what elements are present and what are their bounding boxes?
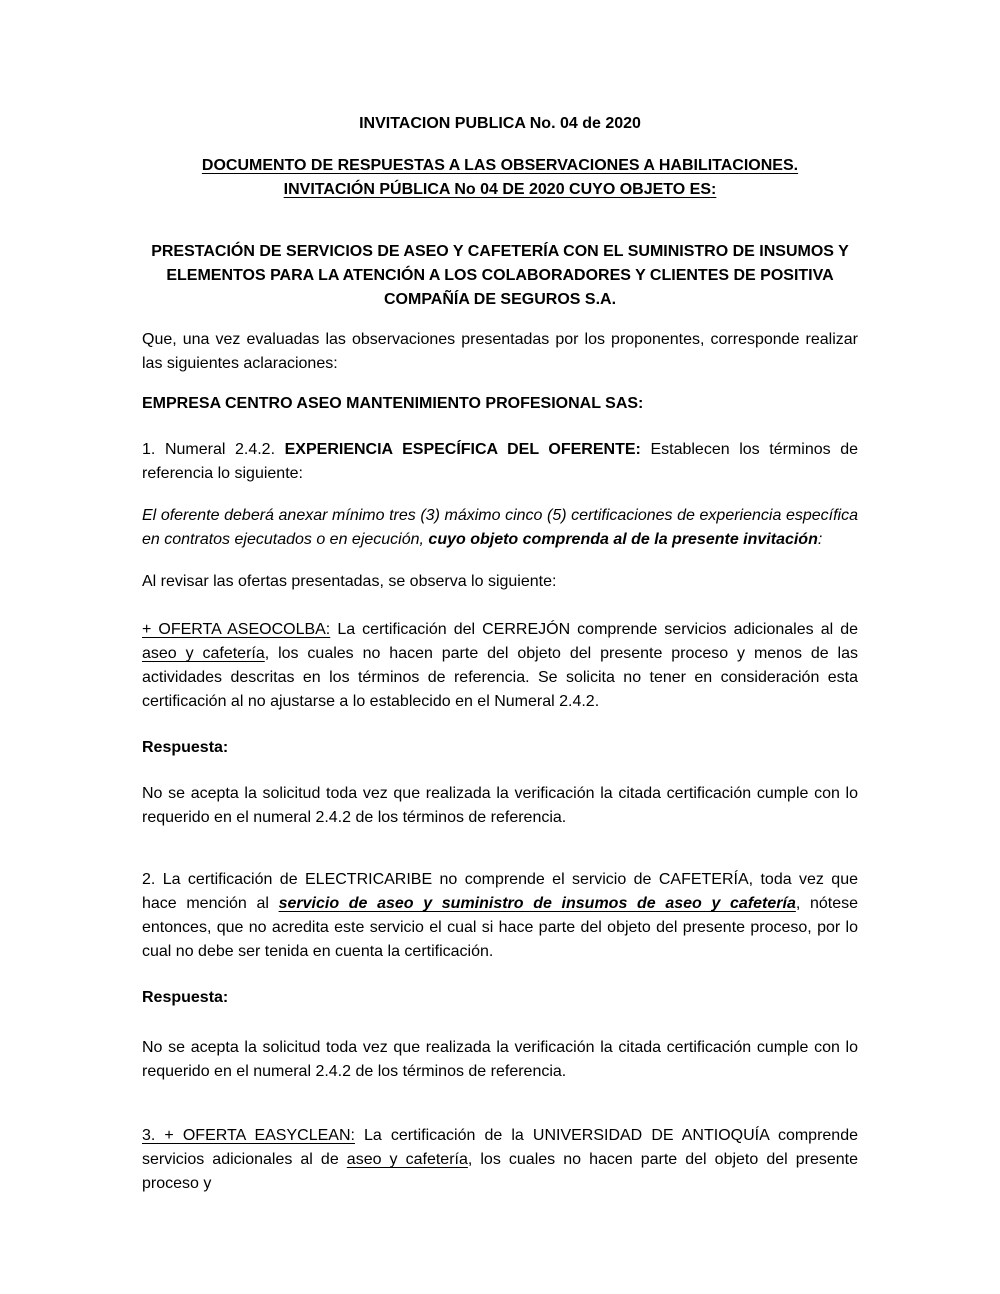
- respuesta-2-heading: Respuesta:: [142, 989, 229, 1006]
- offer-easyclean-paragraph: 3. + OFERTA EASYCLEAN: La certificación de la UNIVERSIDAD DE ANTIOQUÍA comprende servicios adicionales al de aseo y cafetería, los cuales no hacen parte del objeto del presente proceso y: [142, 1127, 859, 1192]
- doc-title: INVITACION PUBLICA No. 04 de 2020: [359, 115, 641, 132]
- respuesta-1-paragraph: No se acepta la solicitud toda vez que realizada la verificación la citada certificación cumple con lo requerido en el numeral 2.4.2 de los términos de referencia.: [142, 785, 858, 826]
- company-heading: EMPRESA CENTRO ASEO MANTENIMIENTO PROFESIONAL SAS:: [142, 395, 644, 412]
- item-2-paragraph: 2. La certificación de ELECTRICARIBE no comprende el servicio de CAFETERÍA, toda vez que hace mención al servicio de aseo y suministro de insumos de aseo y cafetería, nótese entonces, que no acredita este servicio el cual si hace parte del objeto del presente proceso, por lo cual no debe ser tenida en cuenta la certificación.: [142, 871, 858, 960]
- review-paragraph: Al revisar las ofertas presentadas, se observa lo siguiente:: [142, 573, 557, 590]
- doc-subtitle: DOCUMENTO DE RESPUESTAS A LAS OBSERVACIONES A HABILITACIONES. INVITACIÓN PÚBLICA No 04 DE 2020 CUYO OBJETO ES:: [201, 157, 799, 198]
- respuesta-1-heading: Respuesta:: [142, 739, 229, 756]
- respuesta-2-paragraph: No se acepta la solicitud toda vez que realizada la verificación la citada certificación cumple con lo requerido en el numeral 2.4.2 de los términos de referencia.: [142, 1039, 858, 1080]
- terms-quote-paragraph: El oferente deberá anexar mínimo tres (3) máximo cinco (5) certificaciones de experiencia específica en contratos ejecutados o en ejecución, cuyo objeto comprenda al de la presente invitación:: [142, 507, 858, 548]
- object-heading: PRESTACIÓN DE SERVICIOS DE ASEO Y CAFETERÍA CON EL SUMINISTRO DE INSUMOS Y ELEMENTOS PARA LA ATENCIÓN A LOS COLABORADORES Y CLIENTES DE POSITIVA COMPAÑÍA DE SEGUROS S.A.: [151, 243, 849, 308]
- intro-paragraph: Que, una vez evaluadas las observaciones presentadas por los proponentes, corresponde realizar las siguientes aclaraciones:: [142, 331, 858, 372]
- offer-aseocolba-paragraph: + OFERTA ASEOCOLBA: La certificación del CERREJÓN comprende servicios adicionales al de aseo y cafetería, los cuales no hacen parte del objeto del presente proceso y menos de las actividades descritas en los términos de referencia. Se solicita no tener en consideración esta certificación al no ajustarse a lo establecido en el Numeral 2.4.2.: [142, 621, 859, 710]
- item-1-paragraph: 1. Numeral 2.4.2. EXPERIENCIA ESPECÍFICA DEL OFERENTE: Establecen los términos de referencia lo siguiente:: [142, 441, 858, 482]
